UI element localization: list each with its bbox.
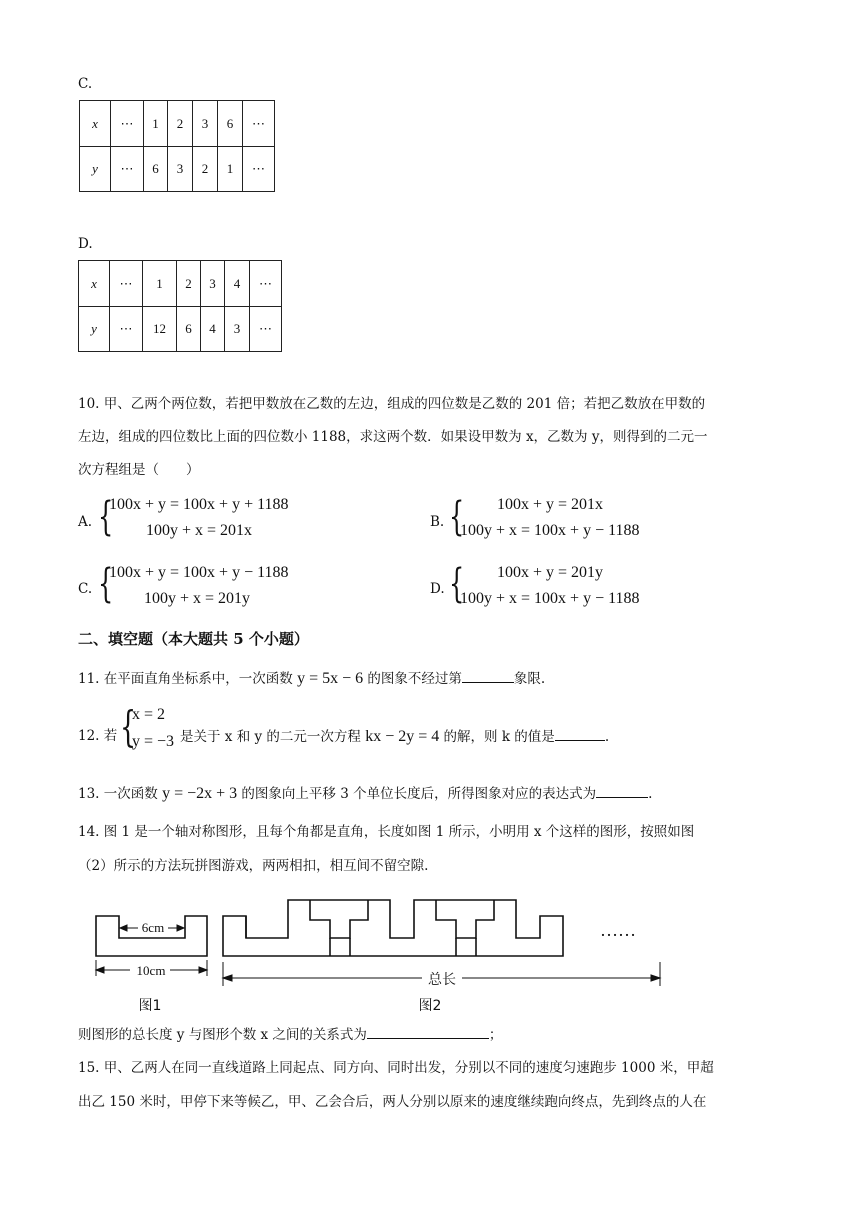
fig1-outer-length: 10cm [136,963,166,978]
section-heading: 二、填空题（本大题共 5 个小题） [78,630,309,648]
q11-text: 11. 在平面直角坐标系中，一次函数 [78,671,298,687]
table-cell: x [80,101,111,147]
fig1-caption: 图1 [138,998,162,1014]
table-cell: 2 [177,261,201,307]
q14-tail: ； [488,1027,503,1043]
q12-system-eq2: y = −3 [132,733,175,750]
q10-option-b-eq1: 100x + y = 201x [497,496,604,513]
table-cell: 12 [143,307,177,352]
q10-line-1: 10. 甲、乙两个两位数，若把甲数放在乙数的左边，组成的四位数是乙数的 201 倍；若把乙数放在甲数的 [78,396,706,412]
table-cell: 2 [168,101,193,147]
option-d-label: D. [78,236,93,252]
q12-text: 的解，则 k 的值是 [439,729,555,745]
question-13 [78,783,652,804]
left-brace: { [449,494,465,540]
q10-option-b-label: B. [430,514,445,530]
answer-blank [555,726,605,741]
q14-line-1: 14. 图 1 是一个轴对称图形，且每个角都是直角，长度如图 1 所示，小明用 x 个这样的图形，按照如图 [78,824,695,840]
value-table-d [78,260,282,352]
answer-blank [596,783,648,798]
table-cell: 1 [218,147,243,192]
left-brace: { [449,561,465,607]
q10-option-a-eq1: 100x + y = 100x + y + 1188 [109,496,289,513]
table-cell: 4 [225,261,250,307]
question-11 [78,668,545,689]
value-table-c [79,100,275,192]
table-cell: x [79,261,110,307]
q10-option-c-eq1: 100x + y = 100x + y − 1188 [109,564,289,581]
question-12-body [180,726,609,747]
table-cell: 3 [225,307,250,352]
table-cell: 4 [201,307,225,352]
q14-ask-text: 则图形的总长度 y 与图形个数 x 之间的关系式为 [78,1027,367,1043]
table-cell: ⋯ [111,147,144,192]
q10-option-a-label: A. [78,514,93,530]
q12-tail: . [604,729,610,745]
table-cell: ⋯ [110,307,143,352]
table-cell: 1 [143,261,177,307]
table-cell: ⋯ [110,261,143,307]
q13-text: 的图象向上平移 3 个单位长度后，所得图象对应的表达式为 [237,786,597,802]
answer-blank [462,668,514,683]
q15-line-1: 15. 甲、乙两人在同一直线道路上同起点、同方向、同时出发，分别以不同的速度匀速跑步 1000 米，甲超 [78,1060,714,1076]
table-cell: y [79,307,110,352]
fig2-continuation: …… [600,920,636,940]
q12-text: 是关于 x 和 y 的二元一次方程 [180,729,366,745]
q10-option-b-eq2: 100y + x = 100x + y − 1188 [460,522,640,539]
q12-system-eq1: x = 2 [132,706,166,723]
table-cell: y [80,147,111,192]
q12-equation: kx − 2y = 4 [365,728,440,745]
q10-line-2: 左边，组成的四位数比上面的四位数小 1188，求这两个数．如果设甲数为 x，乙数为 y，则得到的二元一 [78,429,708,445]
q10-option-c-eq2: 100y + x = 201y [144,590,251,607]
table-cell: 3 [193,101,218,147]
left-brace: { [98,494,114,540]
left-brace: { [98,561,114,607]
q14-line-2: （2）所示的方法玩拼图游戏，两两相扣，相互间不留空隙. [78,858,429,874]
q11-equation: y = 5x − 6 [297,670,364,687]
fig2-caption: 图2 [418,998,442,1014]
table-cell: 3 [201,261,225,307]
figure-2-shape [223,900,563,956]
table-cell: ⋯ [111,101,144,147]
q10-option-d-eq2: 100y + x = 100x + y − 1188 [460,590,640,607]
table-cell: 6 [218,101,243,147]
table-cell: ⋯ [250,261,282,307]
q10-option-d-eq1: 100x + y = 201y [497,564,604,581]
table-cell: 6 [177,307,201,352]
q13-tail: . [648,786,653,802]
table-cell: 2 [193,147,218,192]
table-cell: ⋯ [243,147,275,192]
q13-equation: y = −2x + 3 [162,785,238,802]
q10-option-a-eq2: 100y + x = 201x [146,522,253,539]
q15-line-2: 出乙 150 米时，甲停下来等候乙，甲、乙会合后，两人分别以原来的速度继续跑向终点，先到终点的人在 [78,1094,707,1110]
q13-text: 13. 一次函数 [78,786,163,802]
fig2-total-length: 总长 [428,972,456,988]
table-cell: ⋯ [243,101,275,147]
q14-question [78,1024,502,1045]
fig1-inner-length: 6cm [141,920,165,935]
answer-blank [367,1024,489,1039]
table-cell: 6 [144,147,168,192]
table-cell: 3 [168,147,193,192]
q10-line-3: 次方程组是（ ） [78,462,200,478]
q11-tail: 象限. [513,671,546,687]
q10-option-d-label: D. [430,581,445,597]
q11-text: 的图象不经过第 [363,671,462,687]
puzzle-figures [0,880,860,1030]
q12-prefix: 12. 若 [78,728,118,744]
q10-option-c-label: C. [78,581,93,597]
table-cell: 1 [144,101,168,147]
left-brace: { [120,702,137,751]
table-cell: ⋯ [250,307,282,352]
option-c-label: C. [78,76,93,92]
